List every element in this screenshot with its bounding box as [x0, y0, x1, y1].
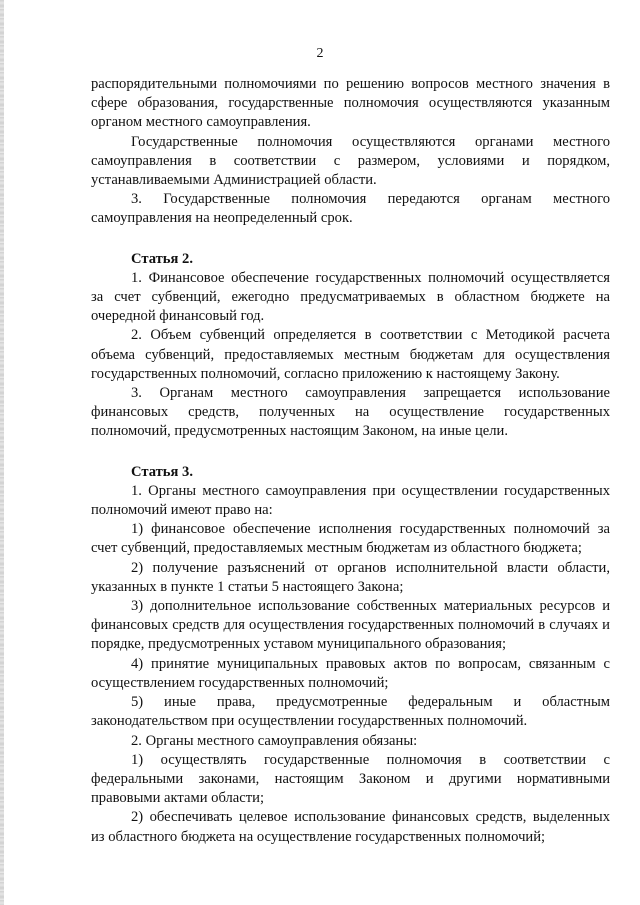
article-3-subitem-1: 1) финансовое обеспечение исполнения государственных полномочий за счет субвенций, предоставляемых местным бюджетам из областного бюджета;: [91, 521, 610, 557]
article-2-item-2: 2. Объем субвенций определяется в соответствии с Методикой расчета объема субвенций, предоставляемых местным бюджетам для осуществления государственных полномочий, согласно приложению к настоящему Закону.: [91, 327, 610, 382]
intro-paragraph-continuation: распорядительными полномочиями по решению вопросов местного значения в сфере образования, государственные полномочия осуществляются указанным органом местного самоуправления.: [91, 76, 610, 131]
article-2-item-1: 1. Финансовое обеспечение государственных полномочий осуществляется за счет субвенций, ежегодно предусматриваемых в областном бюджете на очередной финансовый год.: [91, 269, 610, 325]
article-3-subitem-3: 3) дополнительное использование собственных материальных ресурсов и финансовых средств для осуществления государственных полномочий в случаях и порядке, предусмотренных уставом муниципального образования;: [91, 598, 610, 653]
scan-edge: [0, 0, 4, 905]
intro-item-3: 3. Государственные полномочия передаются органам местного самоуправления на неопределенный срок.: [91, 191, 610, 227]
intro-paragraph: Государственные полномочия осуществляются органами местного самоуправления в соответствии с размером, условиями и порядком, устанавливаемыми Администрацией области.: [91, 133, 610, 189]
article-3-obligation-1: 1) осуществлять государственные полномочия в соответствии с федеральными законами, настоящим Законом и другими нормативными правовыми актами области;: [91, 751, 610, 807]
article-3-subitem-4: 4) принятие муниципальных правовых актов по вопросам, связанным с осуществлением государственных полномочий;: [91, 655, 610, 691]
article-3-subitem-5: 5) иные права, предусмотренные федеральным и областным законодательством при осуществлении государственных полномочий.: [91, 694, 610, 730]
page-number: 2: [316, 46, 324, 61]
article-2-heading: Статья 2.: [131, 250, 193, 267]
document-body: [91, 75, 610, 847]
article-2-item-3: 3. Органам местного самоуправления запрещается использование финансовых средств, полученных на осуществление государственных полномочий, предусмотренных настоящим Законом, на иные цели.: [91, 385, 610, 440]
article-3-subitem-2: 2) получение разъяснений от органов исполнительной власти области, указанных в пункте 1 статьи 5 настоящего Закона;: [91, 559, 610, 595]
article-3-obligation-2: 2) обеспечивать целевое использование финансовых средств, выделенных из областного бюджета на осуществление государственных полномочий;: [91, 809, 610, 845]
article-3-item-2: 2. Органы местного самоуправления обязаны:: [131, 732, 418, 749]
article-3-item-1: 1. Органы местного самоуправления при осуществлении государственных полномочий имеют право на:: [91, 482, 610, 519]
article-3-heading: Статья 3.: [131, 463, 193, 480]
